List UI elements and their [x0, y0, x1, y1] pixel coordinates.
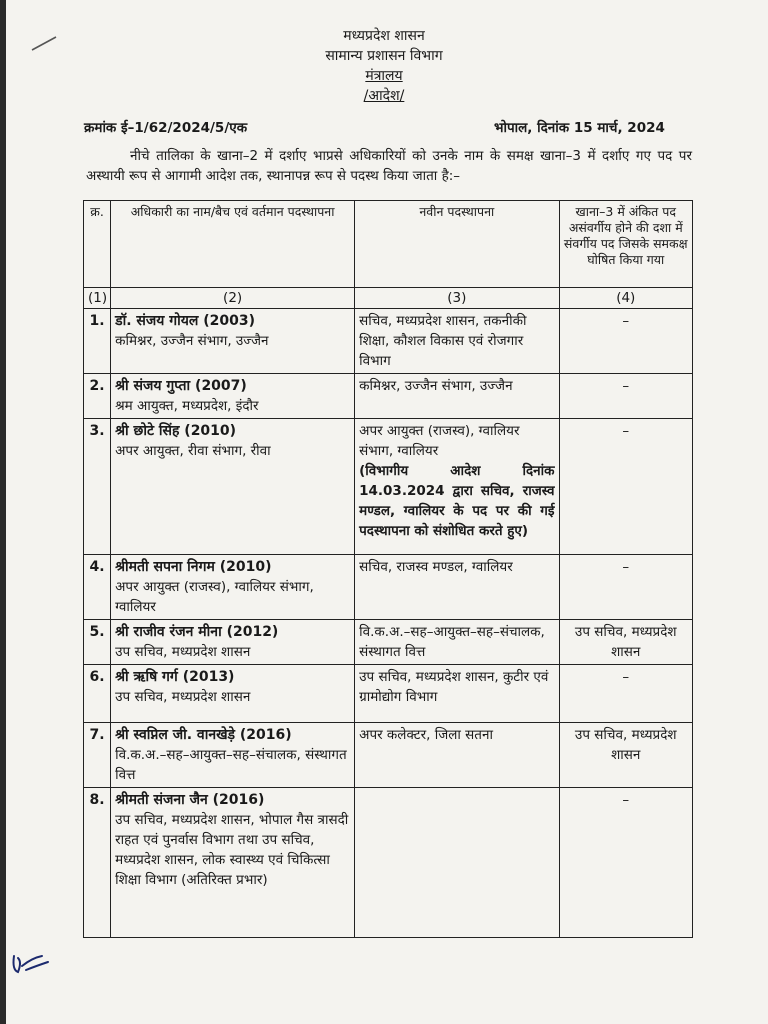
header-officer: अधिकारी का नाम/बैच एवं वर्तमान पदस्थापना [111, 201, 355, 288]
row-new-posting [355, 665, 559, 723]
col-number: (3) [355, 288, 559, 309]
row-new-posting [355, 788, 559, 938]
row-officer [111, 419, 355, 555]
row-equivalent-post: उप सचिव, मध्यप्रदेश शासन [559, 620, 693, 665]
officer-current-posting: कमिश्नर, उज्जैन संभाग, उज्जैन [115, 333, 269, 349]
department-name: सामान्य प्रशासन विभाग [325, 48, 443, 64]
table-row [84, 620, 693, 665]
row-equivalent-post: – [559, 374, 693, 419]
officer-current-posting: श्रम आयुक्त, मध्यप्रदेश, इंदौर [115, 398, 259, 414]
new-posting-text: अपर कलेक्टर, जिला सतना [359, 727, 493, 743]
officer-current-posting: उप सचिव, मध्यप्रदेश शासन, भोपाल गैस त्रासदी राहत एवं पुनर्वास विभाग तथा उप सचिव, मध्यप्रदेश शासन, लोक स्वास्थ्य एवं चिकित्सा शिक्षा विभाग (अतिरिक्त प्रभार) [115, 812, 349, 888]
page-edge-shadow [0, 0, 6, 1024]
row-serial: 6. [84, 665, 111, 723]
table-row [84, 374, 693, 419]
row-new-posting [355, 723, 559, 788]
row-officer [111, 620, 355, 665]
row-officer [111, 665, 355, 723]
row-new-posting [355, 555, 559, 620]
officer-current-posting: वि.क.अ.–सह–आयुक्त–सह–संचालक, संस्थागत वित्त [115, 747, 347, 783]
row-serial: 2. [84, 374, 111, 419]
table-row [84, 665, 693, 723]
officer-name: श्री ऋषि गर्ग (2013) [115, 669, 235, 685]
column-number-row [84, 288, 693, 309]
row-new-posting [355, 419, 559, 555]
new-posting-text: उप सचिव, मध्यप्रदेश शासन, कुटीर एवं ग्रामोद्योग विभाग [359, 669, 549, 705]
row-officer [111, 309, 355, 374]
officer-name: श्री छोटे सिंह (2010) [115, 423, 237, 439]
new-posting-text: सचिव, मध्यप्रदेश शासन, तकनीकी शिक्षा, कौशल विकास एवं रोजगार विभाग [359, 313, 527, 369]
officer-name: डॉ. संजय गोयल (2003) [115, 313, 256, 329]
table-row [84, 555, 693, 620]
new-posting-text: सचिव, राजस्व मण्डल, ग्वालियर [359, 559, 513, 575]
posting-amendment-note: (विभागीय आदेश दिनांक 14.03.2024 द्वारा सचिव, राजस्व मण्डल, ग्वालियर के पद पर की गई पदस्थापना को संशोधित करते हुए) [359, 463, 555, 539]
officer-name: श्री स्वप्निल जी. वानखेड़े (2016) [115, 727, 292, 743]
row-equivalent-post: उप सचिव, मध्यप्रदेश शासन [559, 723, 693, 788]
row-serial: 4. [84, 555, 111, 620]
new-posting-text: कमिश्नर, उज्जैन संभाग, उज्जैन [359, 378, 513, 394]
officer-current-posting: उप सचिव, मध्यप्रदेश शासन [115, 689, 251, 705]
order-reference-number: क्रमांक ई–1/62/2024/5/एक [84, 120, 248, 136]
row-serial: 3. [84, 419, 111, 555]
officer-current-posting: अपर आयुक्त (राजस्व), ग्वालियर संभाग, ग्वालियर [115, 579, 314, 615]
row-new-posting [355, 620, 559, 665]
row-equivalent-post: – [559, 555, 693, 620]
officer-name: श्रीमती सपना निगम (2010) [115, 559, 272, 575]
row-new-posting [355, 309, 559, 374]
govt-name: मध्यप्रदेश शासन [343, 28, 425, 44]
table-row [84, 723, 693, 788]
officer-current-posting: उप सचिव, मध्यप्रदेश शासन [115, 644, 251, 660]
order-intro-paragraph: नीचे तालिका के खाना–2 में दर्शाए भाप्रसे अधिकारियों को उनके नाम के समक्ष खाना–3 में दर्शाए गए पद पर अस्थायी रूप से आगामी आदेश तक, स्थानापन्न रूप से पदस्थ किया जाता है:– [86, 148, 692, 184]
new-posting-text: अपर आयुक्त (राजस्व), ग्वालियर संभाग, ग्वालियर [359, 423, 520, 459]
col-number: (2) [111, 288, 355, 309]
row-equivalent-post: – [559, 309, 693, 374]
row-equivalent-post: – [559, 788, 693, 938]
officer-name: श्री संजय गुप्ता (2007) [115, 378, 247, 394]
new-posting-text: वि.क.अ.–सह–आयुक्त–सह–संचालक, संस्थागत वित्त [359, 624, 545, 660]
row-serial: 1. [84, 309, 111, 374]
officer-name: श्री राजीव रंजन मीना (2012) [115, 624, 279, 640]
table-row [84, 419, 693, 555]
table-header-row [84, 201, 693, 288]
col-number: (4) [559, 288, 693, 309]
posting-table [83, 200, 693, 938]
header-equivalent: खाना–3 में अंकित पद असंवर्गीय होने की दशा में संवर्गीय पद जिसके समकक्ष घोषित किया गया [559, 201, 693, 288]
row-serial: 5. [84, 620, 111, 665]
order-header [0, 26, 768, 106]
row-equivalent-post: – [559, 665, 693, 723]
row-officer [111, 723, 355, 788]
ministry-name: मंत्रालय [365, 68, 403, 84]
row-officer [111, 788, 355, 938]
order-place-date: भोपाल, दिनांक 15 मार्च, 2024 [494, 120, 665, 136]
table-row [84, 788, 693, 938]
header-serial: क्र. [84, 201, 111, 288]
col-number: (1) [84, 288, 111, 309]
row-officer [111, 374, 355, 419]
row-officer [111, 555, 355, 620]
order-label: /आदेश/ [363, 88, 405, 104]
row-equivalent-post: – [559, 419, 693, 555]
row-serial: 8. [84, 788, 111, 938]
row-new-posting [355, 374, 559, 419]
signature-mark [8, 948, 58, 978]
officer-name: श्रीमती संजना जैन (2016) [115, 792, 265, 808]
header-new-post: नवीन पदस्थापना [355, 201, 559, 288]
row-serial: 7. [84, 723, 111, 788]
officer-current-posting: अपर आयुक्त, रीवा संभाग, रीवा [115, 443, 271, 459]
table-row [84, 309, 693, 374]
